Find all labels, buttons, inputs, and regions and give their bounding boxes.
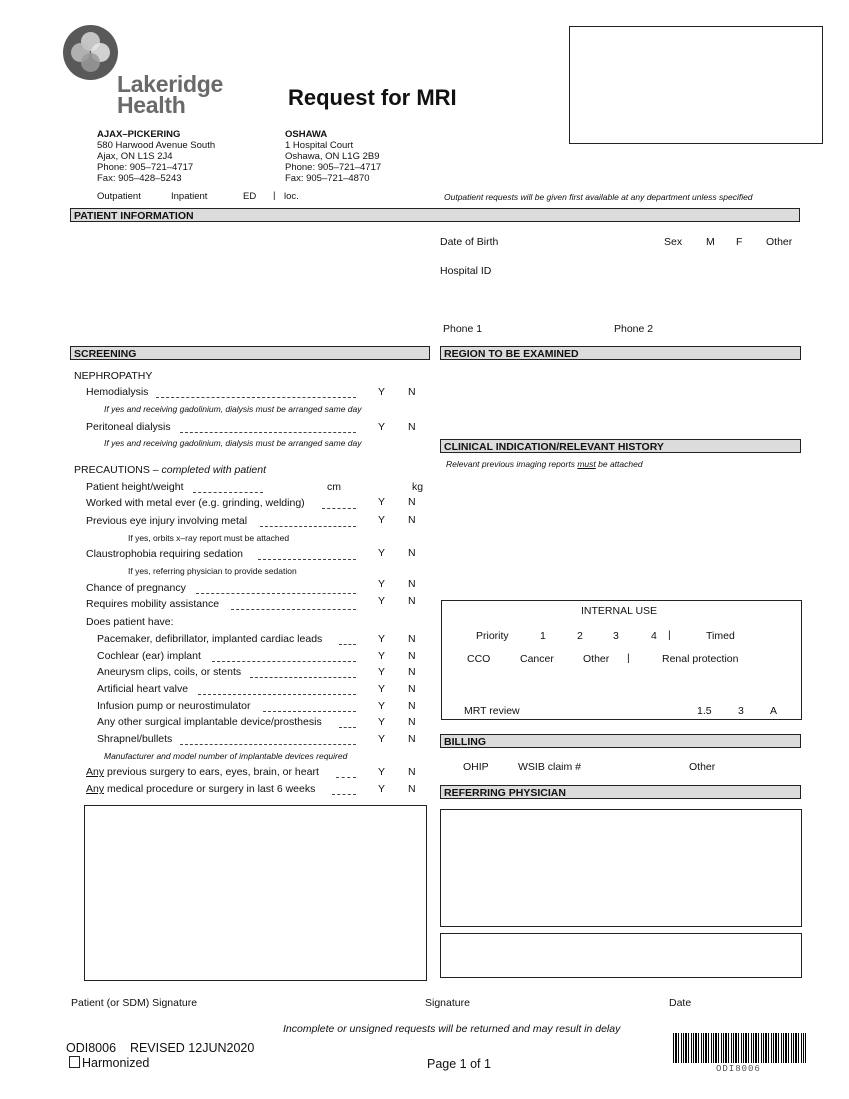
procedure-text: medical procedure or surgery in last 6 weeks (104, 783, 316, 795)
claustro-note: If yes, referring physician to provide sedation (128, 566, 297, 576)
device-infusion-label: Infusion pump or neurostimulator (97, 700, 251, 712)
option-ed[interactable]: ED (243, 191, 257, 202)
procedure-yes[interactable]: Y (378, 783, 386, 795)
harmonized-label (69, 1056, 149, 1070)
cm-unit: cm (327, 481, 341, 493)
divider: | (273, 190, 276, 201)
pregnancy-yes[interactable]: Y (378, 578, 386, 590)
site-fax: Fax: 905–428–5243 (97, 173, 182, 184)
eye-injury-label: Previous eye injury involving metal (86, 515, 248, 527)
precautions-title: PRECAUTIONS – (74, 464, 159, 476)
mrt-review-label: MRT review (464, 705, 520, 717)
dotted-leader (336, 777, 356, 778)
priority-4[interactable]: 4 (651, 630, 657, 642)
patient-label-box[interactable] (569, 26, 823, 144)
metal-work-yes[interactable]: Y (378, 496, 386, 508)
surgery-no[interactable]: N (408, 766, 416, 778)
device-other-no[interactable]: N (408, 716, 416, 728)
any-emphasis: Any (86, 783, 105, 795)
nephropathy-label: NEPHROPATHY (74, 370, 153, 382)
dotted-leader (180, 432, 356, 433)
site-street: 1 Hospital Court (285, 140, 354, 151)
site-city: Ajax, ON L1S 2J4 (97, 151, 173, 162)
cancer-option[interactable]: Cancer (520, 653, 554, 665)
phone2-label: Phone 2 (614, 323, 654, 335)
incomplete-warning: Incomplete or unsigned requests will be returned and may result in delay (283, 1023, 621, 1035)
hemodialysis-note: If yes and receiving gadolinium, dialysis must be arranged same day (104, 404, 362, 414)
claustrophobia-label: Claustrophobia requiring sedation (86, 548, 244, 560)
sex-option-m[interactable]: M (706, 236, 715, 248)
metal-work-no[interactable]: N (408, 496, 416, 508)
hemodialysis-label: Hemodialysis (86, 386, 149, 398)
eye-injury-yes[interactable]: Y (378, 514, 386, 526)
revised-date: REVISED 12JUN2020 (129, 1041, 255, 1055)
page-number: Page 1 of 1 (427, 1057, 491, 1071)
sex-label: Sex (664, 236, 683, 248)
surgery-yes[interactable]: Y (378, 766, 386, 778)
date-label: Date (669, 997, 692, 1009)
billing-heading: BILLING (440, 734, 801, 748)
region-heading: REGION TO BE EXAMINED (440, 346, 801, 360)
device-pacemaker-yes[interactable]: Y (378, 633, 386, 645)
screening-details-box[interactable] (84, 805, 427, 981)
peritoneal-label: Peritoneal dialysis (86, 421, 171, 433)
surgery-label (86, 766, 319, 778)
device-heart-valve-yes[interactable]: Y (378, 683, 386, 695)
mobility-no[interactable]: N (408, 595, 416, 607)
peritoneal-note: If yes and receiving gadolinium, dialysis must be arranged same day (104, 438, 362, 448)
device-shrapnel-no[interactable]: N (408, 733, 416, 745)
option-outpatient[interactable]: Outpatient (97, 191, 141, 202)
patient-signature-label: Patient (or SDM) Signature (71, 997, 198, 1009)
dotted-leader (231, 609, 356, 610)
page-title: Request for MRI (288, 85, 457, 110)
device-aneurysm-no[interactable]: N (408, 666, 416, 678)
precautions-label (74, 464, 266, 476)
dotted-leader (322, 508, 356, 509)
dob-label: Date of Birth (440, 236, 499, 248)
logo-mark-icon (63, 25, 118, 80)
billing-ohip[interactable]: OHIP (463, 761, 489, 773)
internal-use-box (441, 600, 802, 720)
priority-label: Priority (476, 630, 509, 642)
divider: | (627, 652, 630, 664)
device-infusion-no[interactable]: N (408, 700, 416, 712)
harmonized-checkbox-icon (69, 1056, 80, 1068)
claustrophobia-no[interactable]: N (408, 547, 416, 559)
screening-heading: SCREENING (70, 346, 430, 360)
any-emphasis: Any (86, 766, 105, 778)
referring-extra-box[interactable] (440, 933, 802, 978)
priority-1[interactable]: 1 (540, 630, 546, 642)
device-other-label: Any other surgical implantable device/prosthesis (97, 716, 322, 728)
brand-name-line2: Health (117, 92, 186, 118)
dotted-leader (332, 794, 356, 795)
clinical-note (446, 459, 643, 469)
dotted-leader (263, 711, 356, 712)
device-heart-valve-label: Artificial heart valve (97, 683, 189, 695)
pregnancy-label: Chance of pregnancy (86, 582, 186, 594)
site-phone: Phone: 905–721–4717 (285, 162, 382, 173)
dotted-leader (180, 744, 356, 745)
dotted-leader (339, 727, 356, 728)
patient-info-heading: PATIENT INFORMATION (70, 208, 800, 222)
devices-note: Manufacturer and model number of implantable devices required (104, 751, 348, 761)
signature-label: Signature (425, 997, 470, 1009)
procedure-no[interactable]: N (408, 783, 416, 795)
billing-wsib[interactable]: WSIB claim # (518, 761, 582, 773)
device-heart-valve-no[interactable]: N (408, 683, 416, 695)
site-phone: Phone: 905–721–4717 (97, 162, 194, 173)
site-name: AJAX–PICKERING (97, 129, 181, 140)
mobility-label: Requires mobility assistance (86, 598, 220, 610)
field-strength-3[interactable]: 3 (738, 705, 744, 717)
dotted-leader (339, 644, 356, 645)
device-aneurysm-yes[interactable]: Y (378, 666, 386, 678)
priority-2[interactable]: 2 (577, 630, 583, 642)
hospital-id-label: Hospital ID (440, 265, 492, 277)
cco-option[interactable]: CCO (467, 653, 491, 665)
hemodialysis-yes[interactable]: Y (378, 386, 386, 398)
loc-label: loc. (284, 191, 299, 202)
site-city: Oshawa, ON L1G 2B9 (285, 151, 380, 162)
must-emphasis: must (577, 459, 596, 469)
peritoneal-no[interactable]: N (408, 421, 416, 433)
device-other-yes[interactable]: Y (378, 716, 386, 728)
device-cochlear-no[interactable]: N (408, 650, 416, 662)
pregnancy-no[interactable]: N (408, 578, 416, 590)
referring-heading: REFERRING PHYSICIAN (440, 785, 801, 799)
device-cochlear-label: Cochlear (ear) implant (97, 650, 201, 662)
form-code-line (66, 1041, 254, 1055)
clinical-note-text: be attached (595, 459, 643, 469)
renal-protection-option[interactable]: Renal protection (662, 653, 739, 665)
dotted-leader (250, 677, 356, 678)
site-ajax-pickering (97, 129, 215, 184)
device-pacemaker-no[interactable]: N (408, 633, 416, 645)
dotted-leader (212, 661, 356, 662)
device-infusion-yes[interactable]: Y (378, 700, 386, 712)
clinical-heading: CLINICAL INDICATION/RELEVANT HISTORY (440, 439, 801, 453)
procedure-label (86, 783, 315, 795)
other-option[interactable]: Other (583, 653, 610, 665)
sex-option-other[interactable]: Other (766, 236, 793, 248)
kg-unit: kg (412, 481, 424, 493)
precautions-note: completed with patient (161, 464, 267, 476)
harmonized-text: Harmonized (82, 1056, 150, 1070)
site-fax: Fax: 905–721–4870 (285, 173, 370, 184)
site-oshawa (285, 129, 381, 184)
dotted-leader (196, 593, 356, 594)
eye-injury-no[interactable]: N (408, 514, 416, 526)
metal-work-label: Worked with metal ever (e.g. grinding, welding) (86, 497, 305, 509)
surgery-text: previous surgery to ears, eyes, brain, or heart (104, 766, 319, 778)
eye-note: If yes, orbits x–ray report must be attached (128, 533, 290, 543)
barcode-icon (673, 1033, 806, 1063)
option-inpatient[interactable]: Inpatient (171, 191, 208, 202)
referring-physician-box[interactable] (440, 809, 802, 927)
hemodialysis-no[interactable]: N (408, 386, 416, 398)
field-strength-1-5[interactable]: 1.5 (697, 705, 712, 717)
dotted-leader (260, 526, 356, 527)
field-strength-a[interactable]: A (770, 705, 778, 717)
phone1-label: Phone 1 (443, 323, 483, 335)
device-pacemaker-label: Pacemaker, defibrillator, implanted cardiac leads (97, 633, 323, 645)
height-field[interactable] (193, 492, 263, 493)
timed-option[interactable]: Timed (706, 630, 735, 642)
dotted-leader (198, 694, 356, 695)
sex-option-f[interactable]: F (736, 236, 743, 248)
outpatient-note: Outpatient requests will be given first available at any department unless specified (444, 192, 753, 202)
billing-other[interactable]: Other (689, 761, 716, 773)
device-shrapnel-yes[interactable]: Y (378, 733, 386, 745)
site-name: OSHAWA (285, 129, 328, 140)
divider: | (668, 629, 671, 641)
site-street: 580 Harwood Avenue South (97, 140, 216, 151)
dotted-leader (156, 397, 356, 398)
clinical-note-text: Relevant previous imaging reports (446, 459, 578, 469)
device-aneurysm-label: Aneurysm clips, coils, or stents (97, 666, 242, 678)
device-cochlear-yes[interactable]: Y (378, 650, 386, 662)
dotted-leader (258, 559, 356, 560)
form-code: ODI8006 (66, 1041, 117, 1055)
height-weight-label: Patient height/weight (86, 481, 184, 493)
internal-use-heading: INTERNAL USE (581, 605, 658, 617)
does-patient-have-label: Does patient have: (86, 616, 174, 628)
device-shrapnel-label: Shrapnel/bullets (97, 733, 173, 745)
brand-name-line1: Lakeridge (117, 71, 223, 97)
claustrophobia-yes[interactable]: Y (378, 547, 386, 559)
priority-3[interactable]: 3 (613, 630, 619, 642)
mobility-yes[interactable]: Y (378, 595, 386, 607)
barcode-text: ODI8006 (716, 1064, 761, 1074)
peritoneal-yes[interactable]: Y (378, 421, 386, 433)
